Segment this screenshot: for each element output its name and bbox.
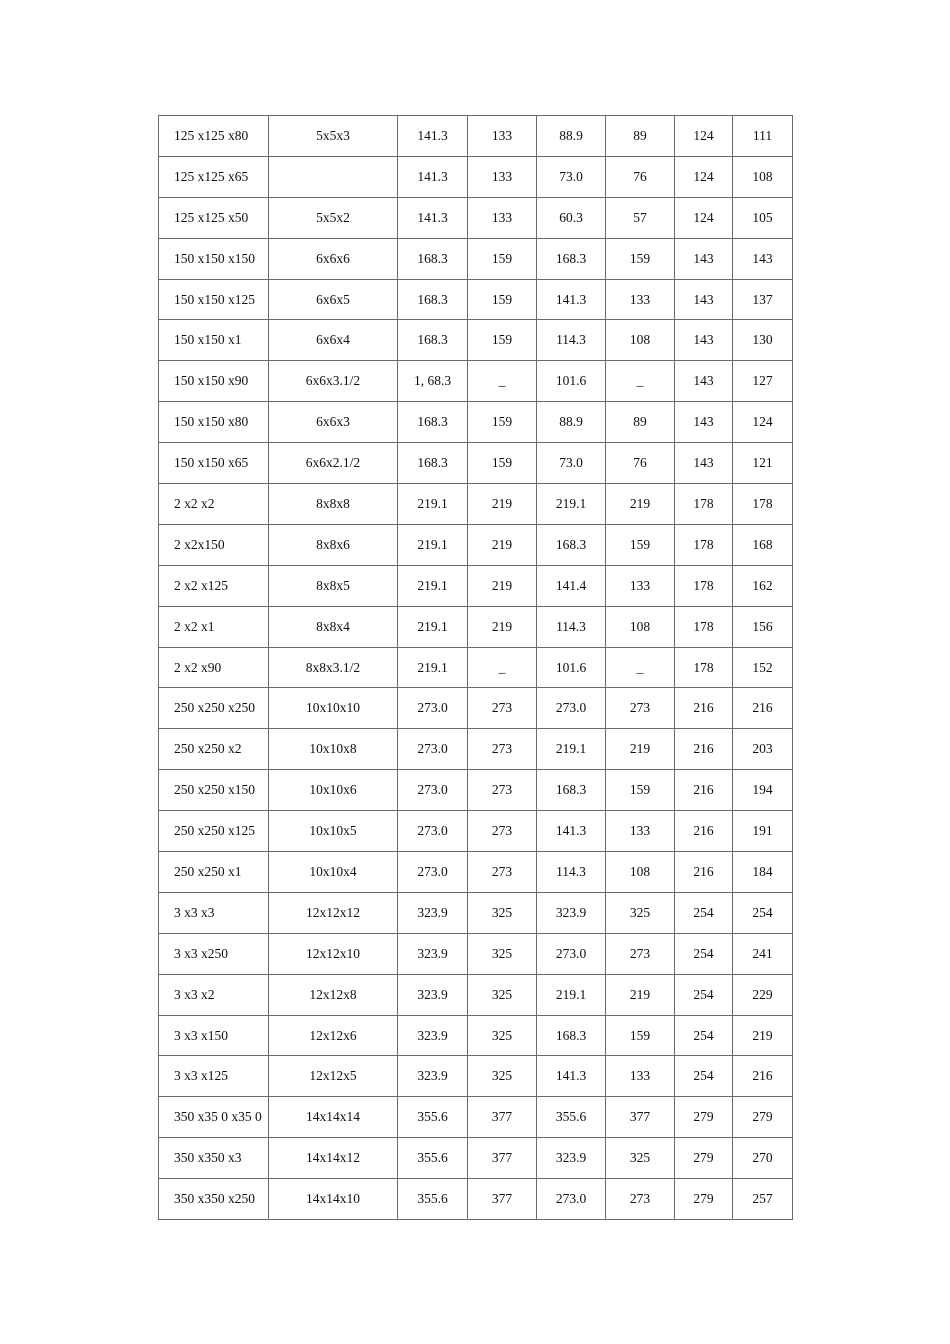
table-cell: 216 [675,852,733,893]
table-cell: 3 x3 x250 [159,933,269,974]
table-cell: 254 [675,933,733,974]
table-cell: 273.0 [398,811,468,852]
table-cell: 101.6 [537,647,606,688]
table-cell: 133 [606,811,675,852]
table-cell: 355.6 [398,1097,468,1138]
table-cell: 168.3 [537,238,606,279]
table-cell: 254 [675,892,733,933]
table-cell: 133 [606,1056,675,1097]
table-cell: 89 [606,402,675,443]
table-row [159,238,793,279]
table-cell: 2 x2 x2 [159,484,269,525]
table-cell: 125 x125 x80 [159,116,269,157]
table-row [159,361,793,402]
table-cell: 108 [606,852,675,893]
table-cell: 219 [468,606,537,647]
table-cell: 216 [675,811,733,852]
table-cell: 279 [675,1097,733,1138]
table-cell: 178 [733,484,793,525]
table-cell: 8x8x8 [269,484,398,525]
table-cell: 254 [675,1056,733,1097]
table-cell: 168.3 [398,279,468,320]
table-cell: 203 [733,729,793,770]
table-cell: 141.3 [398,116,468,157]
table-cell: 141.3 [537,279,606,320]
table-cell: 133 [468,197,537,238]
table-row [159,320,793,361]
table-cell: 105 [733,197,793,238]
table-row [159,647,793,688]
table-cell: 150 x150 x65 [159,443,269,484]
table-cell: 12x12x10 [269,933,398,974]
table-cell: 159 [468,402,537,443]
table-cell: 257 [733,1179,793,1220]
table-cell: 159 [606,1015,675,1056]
table-cell: 273.0 [398,770,468,811]
table-cell: 124 [675,116,733,157]
table-cell: 250 x250 x125 [159,811,269,852]
table-cell: 159 [468,238,537,279]
table-cell: 250 x250 x1 [159,852,269,893]
table-cell: 141.4 [537,565,606,606]
table-cell: 273.0 [398,729,468,770]
table-cell: 125 x125 x50 [159,197,269,238]
table-row [159,933,793,974]
table-cell: 350 x350 x3 [159,1138,269,1179]
table-row [159,974,793,1015]
table-cell: 121 [733,443,793,484]
table-cell: 159 [468,279,537,320]
table-cell: 273.0 [537,933,606,974]
table-row [159,811,793,852]
table-row [159,279,793,320]
table-row [159,116,793,157]
table-cell: 101.6 [537,361,606,402]
table-cell: 377 [606,1097,675,1138]
table-cell [269,156,398,197]
table-cell: 133 [468,116,537,157]
table-cell: 5x5x3 [269,116,398,157]
table-cell: 6x6x3.1/2 [269,361,398,402]
table-row [159,484,793,525]
table-cell: 178 [675,524,733,565]
table-cell: 114.3 [537,852,606,893]
table-row [159,197,793,238]
table-cell: 12x12x8 [269,974,398,1015]
table-cell: 73.0 [537,443,606,484]
table-cell: 323.9 [398,974,468,1015]
table-cell: 133 [468,156,537,197]
table-row [159,729,793,770]
table-cell: 141.3 [537,1056,606,1097]
table-cell: 350 x35 0 x35 0 [159,1097,269,1138]
table-cell: 6x6x6 [269,238,398,279]
table-cell: 191 [733,811,793,852]
table-cell: 168.3 [398,320,468,361]
table-cell: 254 [675,974,733,1015]
table-cell: 168.3 [398,402,468,443]
table-cell: 168.3 [537,524,606,565]
table-cell: 108 [606,606,675,647]
table-cell: 143 [675,361,733,402]
table-cell: 6x6x3 [269,402,398,443]
table-cell: 10x10x10 [269,688,398,729]
table-row [159,688,793,729]
table-cell: 178 [675,647,733,688]
table-cell: 141.3 [537,811,606,852]
table-cell: 323.9 [398,933,468,974]
table-cell: _ [468,647,537,688]
table-cell: 219 [468,484,537,525]
table-cell: 10x10x8 [269,729,398,770]
table-cell: 159 [606,238,675,279]
table-cell: 1, 68.3 [398,361,468,402]
table-cell: 325 [468,933,537,974]
table-cell: 219.1 [537,974,606,1015]
table-cell: 127 [733,361,793,402]
table-cell: 273 [468,811,537,852]
table-cell: 219.1 [398,524,468,565]
table-cell: 141.3 [398,197,468,238]
table-cell: 219.1 [398,565,468,606]
table-cell: 60.3 [537,197,606,238]
table-cell: 250 x250 x250 [159,688,269,729]
table-cell: 178 [675,484,733,525]
table-cell: 355.6 [398,1138,468,1179]
table-cell: 216 [733,1056,793,1097]
table-cell: 12x12x12 [269,892,398,933]
table-cell: 279 [675,1138,733,1179]
table-cell: 150 x150 x150 [159,238,269,279]
table-cell: 273 [468,852,537,893]
table-cell: 325 [606,1138,675,1179]
table-cell: 8x8x4 [269,606,398,647]
table-cell: 2 x2x150 [159,524,269,565]
table-cell: 130 [733,320,793,361]
table-cell: 3 x3 x2 [159,974,269,1015]
table-cell: 219 [606,974,675,1015]
table-cell: 159 [606,770,675,811]
table-cell: 12x12x6 [269,1015,398,1056]
table-cell: 377 [468,1138,537,1179]
table-cell: 150 x150 x1 [159,320,269,361]
table-row [159,606,793,647]
table-cell: 10x10x6 [269,770,398,811]
table-cell: 273 [606,1179,675,1220]
table-cell: 168.3 [398,238,468,279]
table-cell: 141.3 [398,156,468,197]
table-cell: 194 [733,770,793,811]
table-row [159,565,793,606]
table-cell: 273.0 [398,688,468,729]
table-cell: 2 x2 x90 [159,647,269,688]
table-row [159,1138,793,1179]
table-cell: 3 x3 x150 [159,1015,269,1056]
table-cell: 14x14x10 [269,1179,398,1220]
table-cell: 241 [733,933,793,974]
table-cell: 143 [675,238,733,279]
table-cell: 73.0 [537,156,606,197]
table-cell: 219.1 [537,484,606,525]
table-cell: 219.1 [398,606,468,647]
table-cell: 377 [468,1179,537,1220]
table-cell: 355.6 [398,1179,468,1220]
table-cell: 273 [468,729,537,770]
table-cell: _ [468,361,537,402]
table-cell: 108 [733,156,793,197]
table-cell: 114.3 [537,606,606,647]
table-cell: 355.6 [537,1097,606,1138]
table-cell: 6x6x2.1/2 [269,443,398,484]
table-cell: 8x8x6 [269,524,398,565]
table-cell: 273.0 [398,852,468,893]
table-cell: 323.9 [537,1138,606,1179]
table-cell: 350 x350 x250 [159,1179,269,1220]
table-cell: 168.3 [537,770,606,811]
table-cell: 3 x3 x125 [159,1056,269,1097]
table-cell: 279 [675,1179,733,1220]
table-row [159,1015,793,1056]
table-cell: 89 [606,116,675,157]
table-cell: 111 [733,116,793,157]
table-row [159,1179,793,1220]
table-cell: 168 [733,524,793,565]
table-cell: 150 x150 x80 [159,402,269,443]
table-cell: 229 [733,974,793,1015]
table-cell: 5x5x2 [269,197,398,238]
table-cell: 8x8x5 [269,565,398,606]
table-cell: 178 [675,565,733,606]
table-cell: 273 [468,688,537,729]
table-cell: 156 [733,606,793,647]
table-cell: 57 [606,197,675,238]
table-cell: 323.9 [537,892,606,933]
table-cell: _ [606,647,675,688]
table-cell: 219 [468,565,537,606]
specification-table [158,115,793,1220]
table-cell: 325 [468,974,537,1015]
table-cell: 184 [733,852,793,893]
table-cell: 325 [468,1015,537,1056]
table-row [159,402,793,443]
table-cell: 323.9 [398,892,468,933]
table-cell: 114.3 [537,320,606,361]
table-cell: 150 x150 x90 [159,361,269,402]
table-cell: 108 [606,320,675,361]
table-cell: 124 [675,197,733,238]
table-cell: 168.3 [537,1015,606,1056]
table-cell: 219.1 [398,647,468,688]
table-cell: 219.1 [537,729,606,770]
table-cell: 273 [468,770,537,811]
table-cell: 377 [468,1097,537,1138]
table-cell: 3 x3 x3 [159,892,269,933]
table-cell: 216 [675,770,733,811]
table-cell: 219.1 [398,484,468,525]
table-cell: 323.9 [398,1015,468,1056]
table-cell: 88.9 [537,402,606,443]
table-row [159,443,793,484]
table-cell: 6x6x4 [269,320,398,361]
table-cell: 270 [733,1138,793,1179]
table-cell: 137 [733,279,793,320]
table-body [159,116,793,1220]
table-cell: 219 [606,729,675,770]
table-cell: 219 [468,524,537,565]
table-cell: 14x14x12 [269,1138,398,1179]
table-cell: 323.9 [398,1056,468,1097]
table-cell: 2 x2 x125 [159,565,269,606]
table-cell: 219 [606,484,675,525]
table-row [159,1097,793,1138]
table-row [159,892,793,933]
table-cell: 216 [675,729,733,770]
table-cell: 76 [606,443,675,484]
table-row [159,770,793,811]
table-cell: 2 x2 x1 [159,606,269,647]
table-cell: 143 [675,279,733,320]
table-cell: 254 [733,892,793,933]
table-cell: 250 x250 x150 [159,770,269,811]
table-cell: 162 [733,565,793,606]
table-cell: 76 [606,156,675,197]
table-cell: 273.0 [537,688,606,729]
table-cell: 325 [606,892,675,933]
table-cell: 143 [675,320,733,361]
table-cell: 10x10x5 [269,811,398,852]
table-cell: 12x12x5 [269,1056,398,1097]
table-cell: 250 x250 x2 [159,729,269,770]
table-cell: 273.0 [537,1179,606,1220]
table-cell: 133 [606,279,675,320]
table-cell: 150 x150 x125 [159,279,269,320]
table-row [159,156,793,197]
table-cell: 10x10x4 [269,852,398,893]
table-cell: 216 [733,688,793,729]
table-cell: 159 [606,524,675,565]
table-row [159,852,793,893]
table-cell: 133 [606,565,675,606]
table-cell: 159 [468,320,537,361]
table-cell: 279 [733,1097,793,1138]
table-cell: _ [606,361,675,402]
table-cell: 88.9 [537,116,606,157]
table-cell: 143 [675,443,733,484]
table-cell: 124 [733,402,793,443]
table-cell: 14x14x14 [269,1097,398,1138]
table-cell: 254 [675,1015,733,1056]
table-cell: 152 [733,647,793,688]
table-row [159,1056,793,1097]
table-cell: 273 [606,933,675,974]
table-cell: 178 [675,606,733,647]
table-cell: 216 [675,688,733,729]
table-cell: 8x8x3.1/2 [269,647,398,688]
table-cell: 168.3 [398,443,468,484]
table-cell: 219 [733,1015,793,1056]
table-cell: 273 [606,688,675,729]
table-cell: 143 [675,402,733,443]
table-cell: 6x6x5 [269,279,398,320]
table-cell: 125 x125 x65 [159,156,269,197]
table-cell: 143 [733,238,793,279]
table-cell: 325 [468,1056,537,1097]
table-cell: 325 [468,892,537,933]
table-row [159,524,793,565]
table-cell: 159 [468,443,537,484]
table-cell: 124 [675,156,733,197]
